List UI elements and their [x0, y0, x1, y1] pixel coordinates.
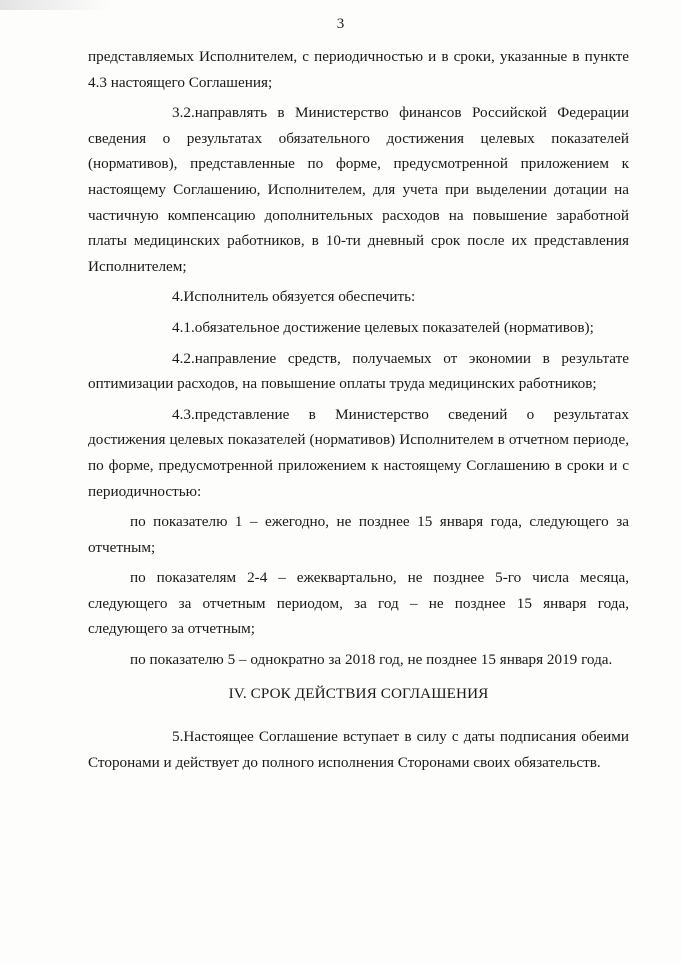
paragraph-text: обязательное достижение целевых показателей (нормативов);	[194, 318, 594, 336]
paragraph-text: Настоящее Соглашение вступает в силу с даты подписания обеими Сторонами и действует до полного исполнения Сторонами своих обязательств.	[88, 728, 629, 771]
paragraph-text: Исполнитель обязуется обеспечить:	[183, 288, 416, 306]
paragraph-text: направление средств, получаемых от экономии в результате оптимизации расходов, на повышение оплаты труда медицинских работников;	[88, 349, 629, 393]
paragraph-text: представление в Министерство сведений о результатах достижения целевых показателей (нормативов) Исполнителем в отчетном периоде, по форме, предусмотренной приложением к настоящему Соглашению в сроки и с периодичностью:	[88, 405, 629, 500]
section-heading: IV. СРОК ДЕЙСТВИЯ СОГЛАШЕНИЯ	[228, 684, 489, 702]
paragraph-number: 4.2.	[172, 349, 195, 367]
paragraph-number: 3.2.	[172, 104, 195, 122]
paragraph-4-3	[88, 402, 629, 504]
paragraph-5	[88, 724, 629, 775]
paragraph-number: 4.1.	[172, 318, 195, 336]
document-body	[88, 44, 629, 780]
paragraph-text: по показателям 2-4 – ежеквартально, не позднее 5-го числа месяца, следующего за отчетным периодом, за год – не позднее 15 января года, следующего за отчетным;	[88, 569, 629, 638]
indicator-1-deadline	[88, 509, 629, 560]
indicators-2-4-deadline	[88, 565, 629, 642]
scan-artifact	[0, 0, 110, 10]
paragraph-text: направлять в Министерство финансов Российской Федерации сведения о результатах обязательного достижения целевых показателей (нормативов), представленные по форме, предусмотренной приложением к настоящему Соглашению, Исполнителем, для учета при выделении дотации на частичную компенсацию дополнительных расходов на повышение заработной платы медицинских работников, в 10-ти дневный срок после их представления Исполнителем;	[88, 104, 629, 275]
paragraph-text: по показателю 5 – однократно за 2018 год, не позднее 15 января 2019 года.	[130, 651, 613, 669]
paragraph-3-2	[88, 100, 629, 279]
paragraph-4-2	[88, 346, 629, 397]
paragraph-number: 4.	[172, 288, 184, 306]
paragraph-4	[88, 284, 629, 310]
indicator-5-deadline	[88, 647, 629, 673]
paragraph-number: 5.	[172, 728, 184, 746]
paragraph-4-1	[88, 315, 629, 341]
paragraph-text: по показателю 1 – ежегодно, не позднее 15 января года, следующего за отчетным;	[88, 513, 629, 556]
paragraph-text: представляемых Исполнителем, с периодичностью и в сроки, указанные в пункте 4.3 настоящего Соглашения;	[88, 48, 629, 91]
paragraph-number: 4.3.	[172, 405, 195, 423]
page-number: 3	[336, 16, 345, 32]
paragraph-continuation	[88, 44, 629, 95]
